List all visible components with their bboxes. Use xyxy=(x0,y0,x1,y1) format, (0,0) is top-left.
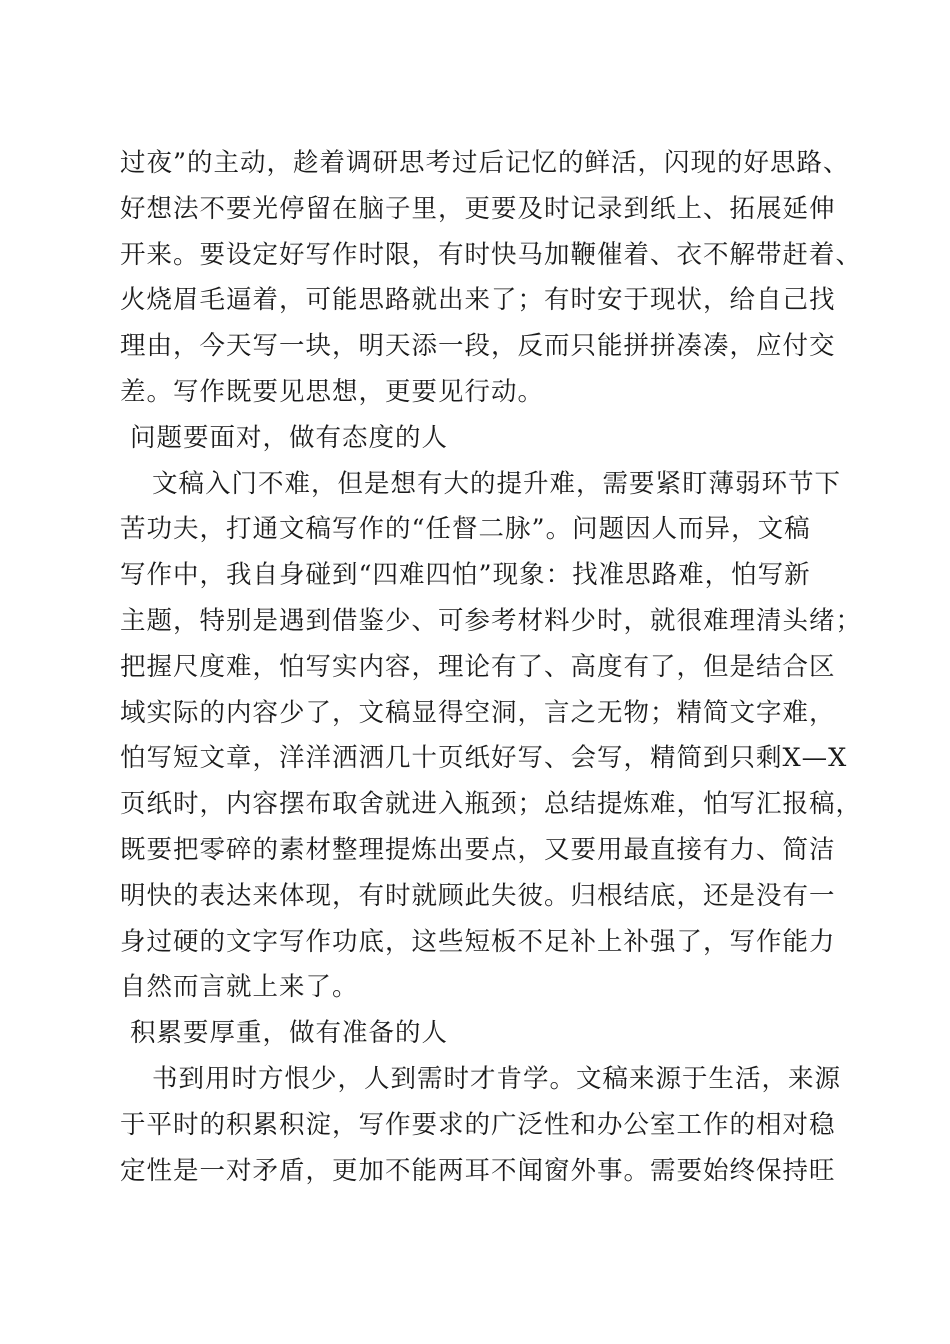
document-body xyxy=(120,141,863,1194)
paragraph-3 xyxy=(120,1057,840,1194)
text-line: 怕写短文章，洋洋洒洒几十页纸好写、会写，精简到只剩X—X xyxy=(120,743,848,774)
section-heading-problems: 问题要面对，做有态度的人 xyxy=(130,422,449,453)
text-line: 书到用时方恨少，人到需时才肯学。文稿来源于生活，来源 xyxy=(152,1063,842,1094)
paragraph-2 xyxy=(120,462,863,1012)
text-line: 主题，特别是遇到借鉴少、可参考材料少时，就很难理清头绪； xyxy=(120,605,863,636)
text-line: 页纸时，内容摆布取舍就进入瓶颈；总结提炼难，怕写汇报稿， xyxy=(120,789,863,820)
text-line: 苦功夫，打通文稿写作的“任督二脉”。问题因人而异，文稿 xyxy=(120,514,811,545)
text-line: 差。写作既要见思想，更要见行动。 xyxy=(120,376,545,407)
text-line: 开来。要设定好写作时限，有时快马加鞭催着、衣不解带赶着、 xyxy=(120,239,863,270)
text-line: 好想法不要光停留在脑子里，更要及时记录到纸上、拓展延伸 xyxy=(120,193,836,224)
text-line: 火烧眉毛逼着，可能思路就出来了；有时安于现状，给自己找 xyxy=(120,285,836,316)
text-line: 文稿入门不难，但是想有大的提升难，需要紧盯薄弱环节下 xyxy=(152,468,842,499)
text-line: 自然而言就上来了。 xyxy=(120,972,359,1003)
text-line: 明快的表达来体现，有时就顾此失彼。归根结底，还是没有一 xyxy=(120,880,836,911)
text-line: 既要把零碎的素材整理提炼出要点，又要用最直接有力、简洁 xyxy=(120,834,836,865)
text-line: 于平时的积累积淀，写作要求的广泛性和办公室工作的相对稳 xyxy=(120,1109,836,1140)
text-line: 过夜”的主动，趁着调研思考过后记忆的鲜活，闪现的好思路、 xyxy=(120,148,850,178)
text-line: 身过硬的文字写作功底，这些短板不足补上补强了，写作能力 xyxy=(120,926,836,957)
text-line: 写作中，我自身碰到“四难四怕”现象：找准思路难，怕写新 xyxy=(120,560,811,591)
text-line: 理由，今天写一块，明天添一段，反而只能拼拼凑凑，应付交 xyxy=(120,331,836,362)
text-line: 定性是一对矛盾，更加不能两耳不闻窗外事。需要始终保持旺 xyxy=(120,1155,836,1186)
text-line: 把握尺度难，怕写实内容，理论有了、高度有了，但是结合区 xyxy=(120,651,836,682)
paragraph-1 xyxy=(120,141,863,416)
section-heading-accumulation: 积累要厚重，做有准备的人 xyxy=(130,1018,449,1049)
text-line: 域实际的内容少了，文稿显得空洞，言之无物；精简文字难， xyxy=(120,697,836,728)
